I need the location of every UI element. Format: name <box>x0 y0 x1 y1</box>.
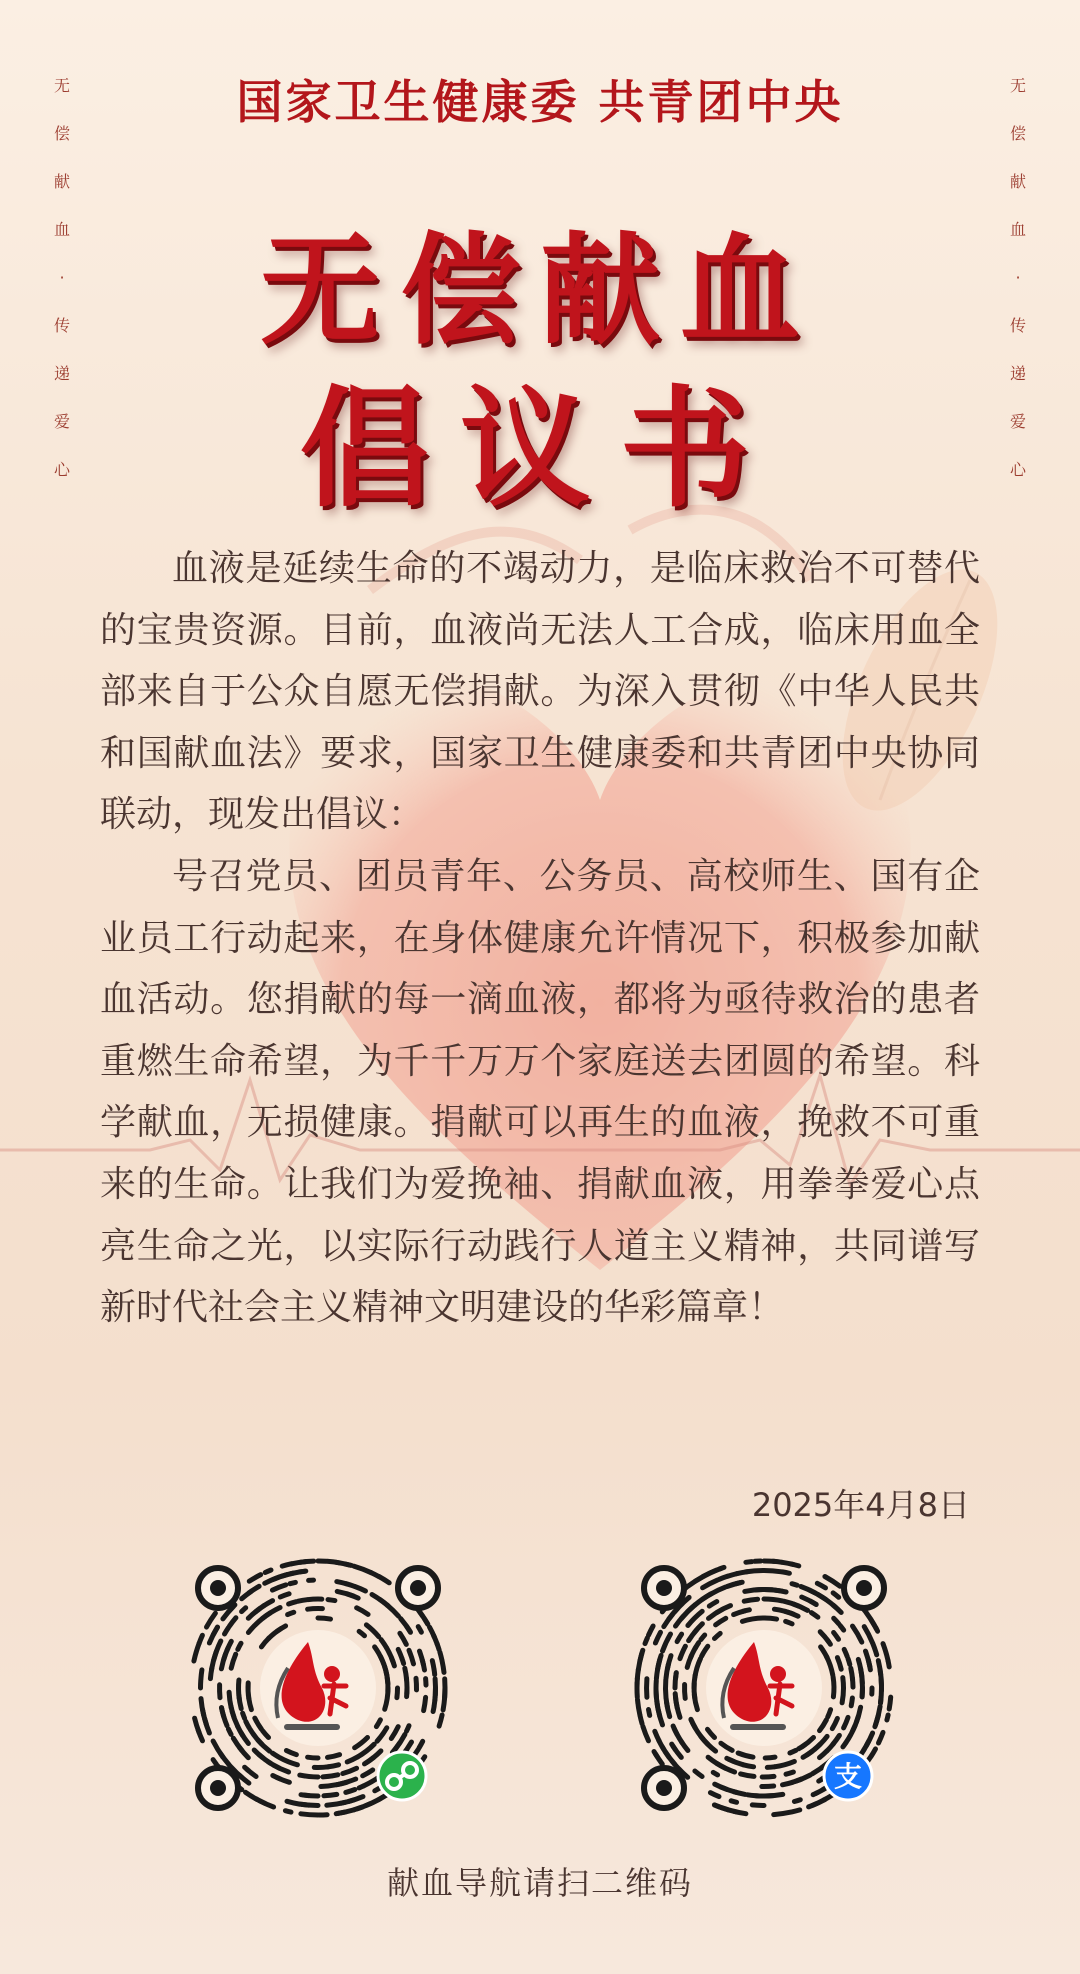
side-char: 递 <box>53 364 70 383</box>
issue-date: 2025年4月8日 <box>751 1486 970 1524</box>
side-char: · <box>1015 268 1021 287</box>
svg-text:支: 支 <box>833 1760 863 1793</box>
alipay-miniprogram-qr-code[interactable] <box>624 1548 904 1828</box>
side-char: 血 <box>53 220 70 239</box>
qr-finder-eye <box>198 1568 238 1608</box>
side-char: 献 <box>1009 172 1026 191</box>
wechat-miniprogram-icon <box>378 1752 426 1800</box>
qr-finder-eye <box>644 1568 684 1608</box>
body-paragraph: 血液是延续生命的不竭动力，是临床救治不可替代的宝贵资源。目前，血液尚无法人工合成，临床用血全部来自于公众自愿无偿捐献。为深入贯彻《中华人民共和国献血法》要求，国家卫生健康委和共青团中央协同联动，现发出倡议： <box>100 548 980 836</box>
qr-finder-eye <box>844 1568 884 1608</box>
side-char: 传 <box>1009 316 1026 335</box>
body-paragraph: 号召党员、团员青年、公务员、高校师生、国有企业员工行动起来，在身体健康允许情况下，积极参加献血活动。您捐献的每一滴血液，都将为亟待救治的患者重燃生命希望，为千千万万个家庭送去团圆的希望。科学献血，无损健康。捐献可以再生的血液，挽救不可重来的生命。让我们为爱挽袖、捐献血液，用拳拳爱心点亮生命之光，以实际行动践行人道主义精神，共同谱写新时代社会主义精神文明建设的华彩篇章！ <box>100 855 980 1329</box>
side-char: 爱 <box>53 412 70 431</box>
side-char: 心 <box>1009 460 1026 479</box>
side-char: · <box>59 268 65 287</box>
blood-donation-logo-icon <box>706 1630 822 1746</box>
page-title: 无偿献血 <box>260 220 820 361</box>
side-char: 无 <box>1009 76 1026 95</box>
side-char: 心 <box>53 460 70 479</box>
issuing-organizations: 国家卫生健康委 共青团中央 <box>236 75 844 129</box>
side-char: 递 <box>1009 364 1026 383</box>
side-char: 传 <box>53 316 70 335</box>
qr-caption: 献血导航请扫二维码 <box>386 1864 693 1902</box>
side-char: 无 <box>53 76 70 95</box>
alipay-icon <box>824 1752 872 1800</box>
proposal-body <box>100 538 980 1339</box>
side-char: 血 <box>1009 220 1026 239</box>
qr-finder-eye <box>398 1568 438 1608</box>
side-char: 偿 <box>1009 124 1026 143</box>
side-char: 爱 <box>1009 412 1026 431</box>
side-char: 偿 <box>53 124 70 143</box>
side-char: 献 <box>53 172 70 191</box>
qr-finder-eye <box>198 1768 238 1808</box>
qr-finder-eye <box>644 1768 684 1808</box>
page-subtitle: 倡议书 <box>299 372 780 525</box>
blood-donation-logo-icon <box>260 1630 376 1746</box>
wechat-miniprogram-qr-code[interactable] <box>178 1548 458 1828</box>
